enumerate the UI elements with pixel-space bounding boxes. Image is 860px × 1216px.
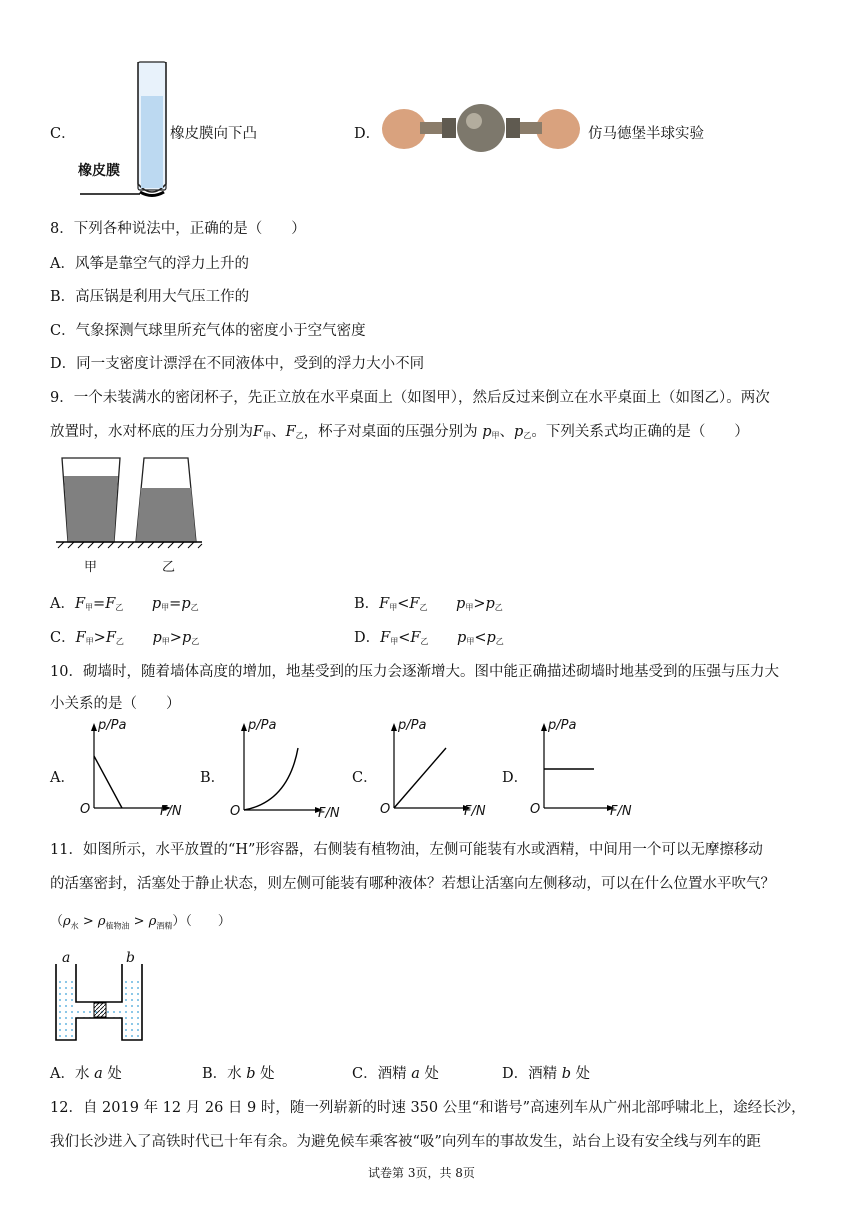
graph-b: p/Pa O F/N: [230, 718, 340, 821]
membrane-label: 橡皮膜: [78, 163, 120, 179]
q12-stem-line2: 我们长沙进入了高铁时代已十年有余。为避免候车乘客被“吸”向列车的事故发生，站台上设有安全线与列车的距: [50, 1134, 761, 1150]
q10-option-a: A．: [50, 770, 75, 786]
q9-option-c: C．$F_甲>F_乙$ $p_甲>p_乙$: [50, 630, 200, 646]
q10-option-c: C．: [352, 770, 378, 786]
q10-stem-line1: 10．砌墙时，随着墙体高度的增加，地基受到的压力会逐渐增大。图中能正确描述砌墙时地基受到的压强与压力大: [50, 664, 779, 680]
h-container-figure: a b: [52, 950, 152, 1046]
q7-option-c-letter: C．: [50, 126, 76, 142]
page-footer: 试卷第 3页，共 8页: [368, 1166, 475, 1180]
graph-a: p/Pa O F/N: [80, 718, 182, 819]
q8-option-d: D．同一支密度计漂浮在不同液体中，受到的浮力大小不同: [50, 356, 425, 372]
q8-option-c: C．气象探测气球里所充气体的密度小于空气密度: [50, 323, 366, 339]
test-tube-figure: [70, 58, 180, 208]
cup-label-jia: 甲: [84, 560, 98, 575]
q11-stem-line2: 的活塞密封，活塞处于静止状态，则左侧可能装有哪种液体？若想让活塞向左侧移动，可以在什么位置水平吹气？: [50, 876, 775, 892]
q7-option-d-letter: D．: [354, 126, 381, 142]
q10-option-b: B．: [200, 770, 226, 786]
q9-stem-line2: 放置时，水对杯底的压力分别为$F_甲$、$F_乙$，杯子对桌面的压强分别为 $p_甲$、$p_乙$。下列关系式均正确的是（ ）: [50, 424, 749, 440]
q8-option-b: B．高压锅是利用大气压工作的: [50, 289, 250, 305]
graph-c: p/Pa O F/N: [380, 718, 486, 819]
q7-option-d-text: 仿马德堡半球实验: [588, 126, 704, 142]
q11-option-a: A．水 a 处: [50, 1066, 122, 1082]
q11-stem-line1: 11．如图所示，水平放置的“H”形容器，右侧装有植物油，左侧可能装有水或酒精，中间用一个可以无摩擦移动: [50, 842, 763, 858]
q9-option-b: B．$F_甲<F_乙$ $p_甲>p_乙$: [354, 596, 503, 612]
q10-stem-line2: 小关系的是（ ）: [50, 696, 181, 712]
q11-option-d: D．酒精 b 处: [502, 1066, 591, 1082]
q11-option-c: C．酒精 a 处: [352, 1066, 439, 1082]
cups-figure: [52, 454, 207, 550]
q8-option-a: A．风筝是靠空气的浮力上升的: [50, 256, 249, 272]
q9-option-a: A．$F_甲=F_乙$ $p_甲=p_乙$: [50, 596, 199, 612]
q7-option-c-text: 橡皮膜向下凸: [170, 126, 257, 142]
cup-label-yi: 乙: [162, 560, 176, 575]
q12-stem-line1: 12．自 2019 年 12 月 26 日 9 时，随一列崭新的时速 350 公里“和谐号”高速列车从广州北部呼啸北上，途经长沙，: [50, 1100, 806, 1116]
q10-option-d: D．: [502, 770, 529, 786]
q9-stem-line1: 9．一个未装满水的密闭杯子，先正立放在水平桌面上（如图甲），然后反过来倒立在水平桌面上（如图乙）。两次: [50, 390, 770, 406]
q9-option-d: D．$F_甲<F_乙$ $p_甲<p_乙$: [354, 630, 504, 646]
graph-d: p/Pa O F/N: [530, 718, 632, 819]
q11-density-relation: $(\rho_水 > \rho_{植物油} > \rho_{酒精})$（ ）: [50, 914, 231, 931]
q11-option-b: B．水 b 处: [202, 1066, 275, 1082]
magdeburg-hemispheres-image: [380, 102, 582, 154]
q8-stem: 8．下列各种说法中，正确的是（ ）: [50, 221, 306, 237]
